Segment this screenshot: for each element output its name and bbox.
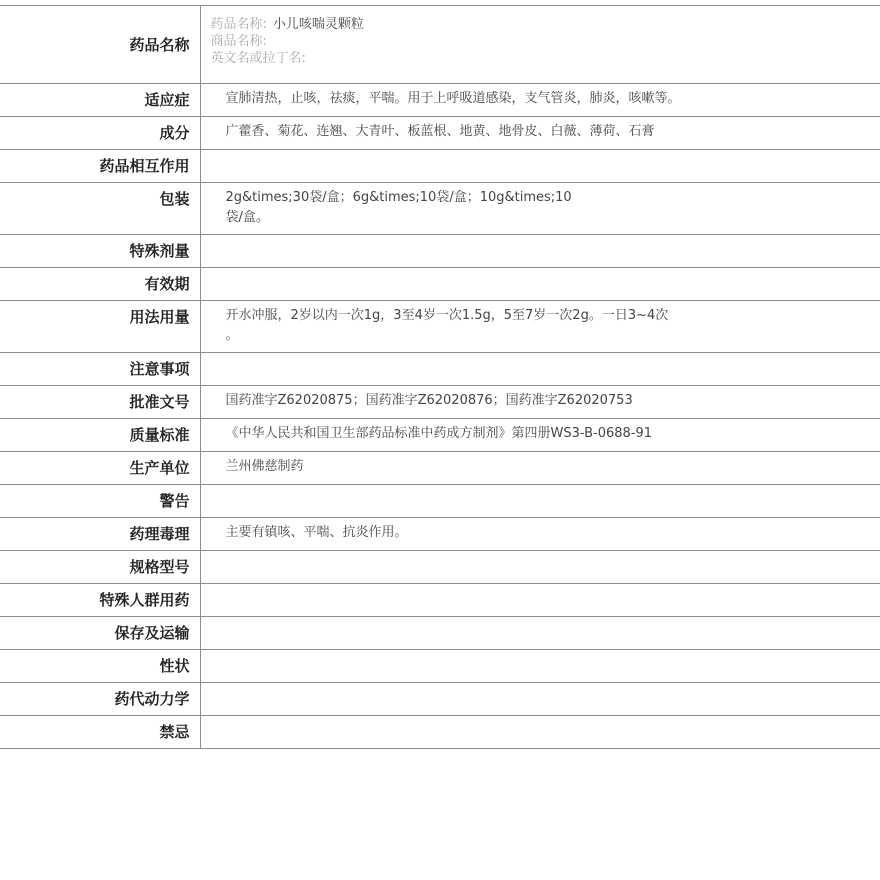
row-label: 质量标准 xyxy=(0,419,200,452)
table-row-appearance xyxy=(0,650,880,683)
row-value: 宣肺清热，止咳，祛痰，平喘。用于上呼吸道感染，支气管炎，肺炎，咳嗽等。 xyxy=(200,84,880,117)
table-row-ingredients xyxy=(0,117,880,150)
row-label: 药代动力学 xyxy=(0,683,200,716)
english-name-line xyxy=(211,50,701,67)
row-label: 生产单位 xyxy=(0,452,200,485)
row-value xyxy=(200,617,880,650)
trade-name-line xyxy=(211,33,701,50)
packaging-line-2: 袋/盒。 xyxy=(225,210,269,225)
table-row-pharmacokinetics xyxy=(0,683,880,716)
table-row-drug-name xyxy=(0,6,880,84)
dosage-line-2: 。 xyxy=(225,328,239,343)
row-label: 批准文号 xyxy=(0,386,200,419)
row-value xyxy=(200,551,880,584)
table-row-special-populations xyxy=(0,584,880,617)
table-row-special-dose xyxy=(0,235,880,268)
row-value xyxy=(200,716,880,749)
table-row-precautions xyxy=(0,353,880,386)
drug-name-label: 药品名称: xyxy=(210,17,267,32)
drug-name-block xyxy=(200,6,880,84)
row-value xyxy=(200,650,880,683)
row-value xyxy=(200,235,880,268)
table-row-indications xyxy=(0,84,880,117)
row-value xyxy=(200,301,880,353)
table-row-specification xyxy=(0,551,880,584)
row-value: 主要有镇咳、平喘、抗炎作用。 xyxy=(200,518,880,551)
table-row-shelf-life xyxy=(0,268,880,301)
drug-name-line xyxy=(211,16,701,33)
row-label: 警告 xyxy=(0,485,200,518)
drug-info-table xyxy=(0,5,880,749)
drug-name-value: 小儿咳喘灵颗粒 xyxy=(272,17,364,32)
row-label: 有效期 xyxy=(0,268,200,301)
row-label: 注意事项 xyxy=(0,353,200,386)
table-row-pharmacology xyxy=(0,518,880,551)
table-row-storage xyxy=(0,617,880,650)
table-row-quality-standard xyxy=(0,419,880,452)
table-row-dosage xyxy=(0,301,880,353)
row-value xyxy=(200,268,880,301)
row-value xyxy=(200,683,880,716)
row-value xyxy=(200,485,880,518)
table-row-approval-number xyxy=(0,386,880,419)
dosage-line-1: 开水冲服，2岁以内一次1g，3至4岁一次1.5g，5至7岁一次2g。一日3~4次 xyxy=(225,308,669,323)
english-name-label: 英文名或拉丁名: xyxy=(210,51,306,66)
row-value xyxy=(200,584,880,617)
row-label: 规格型号 xyxy=(0,551,200,584)
row-label: 药理毒理 xyxy=(0,518,200,551)
table-row-manufacturer xyxy=(0,452,880,485)
row-label: 特殊人群用药 xyxy=(0,584,200,617)
row-label: 成分 xyxy=(0,117,200,150)
row-label: 保存及运输 xyxy=(0,617,200,650)
row-label: 适应症 xyxy=(0,84,200,117)
row-value: 国药准字Z62020875；国药准字Z62020876；国药准字Z62020753 xyxy=(200,386,880,419)
row-value xyxy=(200,183,880,235)
table-row-warning xyxy=(0,485,880,518)
table-row-contraindications xyxy=(0,716,880,749)
trade-name-label: 商品名称: xyxy=(210,34,267,49)
packaging-line-1: 2g&times;30袋/盒；6g&times;10袋/盒；10g&times;10 xyxy=(225,190,572,205)
row-label: 用法用量 xyxy=(0,301,200,353)
table-row-packaging xyxy=(0,183,880,235)
row-value xyxy=(200,150,880,183)
row-value: 兰州佛慈制药 xyxy=(200,452,880,485)
row-label: 性状 xyxy=(0,650,200,683)
row-label: 禁忌 xyxy=(0,716,200,749)
row-label: 包装 xyxy=(0,183,200,235)
table-row-interactions xyxy=(0,150,880,183)
row-label: 药品相互作用 xyxy=(0,150,200,183)
row-label: 特殊剂量 xyxy=(0,235,200,268)
row-value: 《中华人民共和国卫生部药品标准中药成方制剂》第四册WS3-B-0688-91 xyxy=(200,419,880,452)
row-value xyxy=(200,353,880,386)
row-value: 广藿香、菊花、连翘、大青叶、板蓝根、地黄、地骨皮、白薇、薄荷、石膏 xyxy=(200,117,880,150)
row-label: 药品名称 xyxy=(0,6,200,84)
